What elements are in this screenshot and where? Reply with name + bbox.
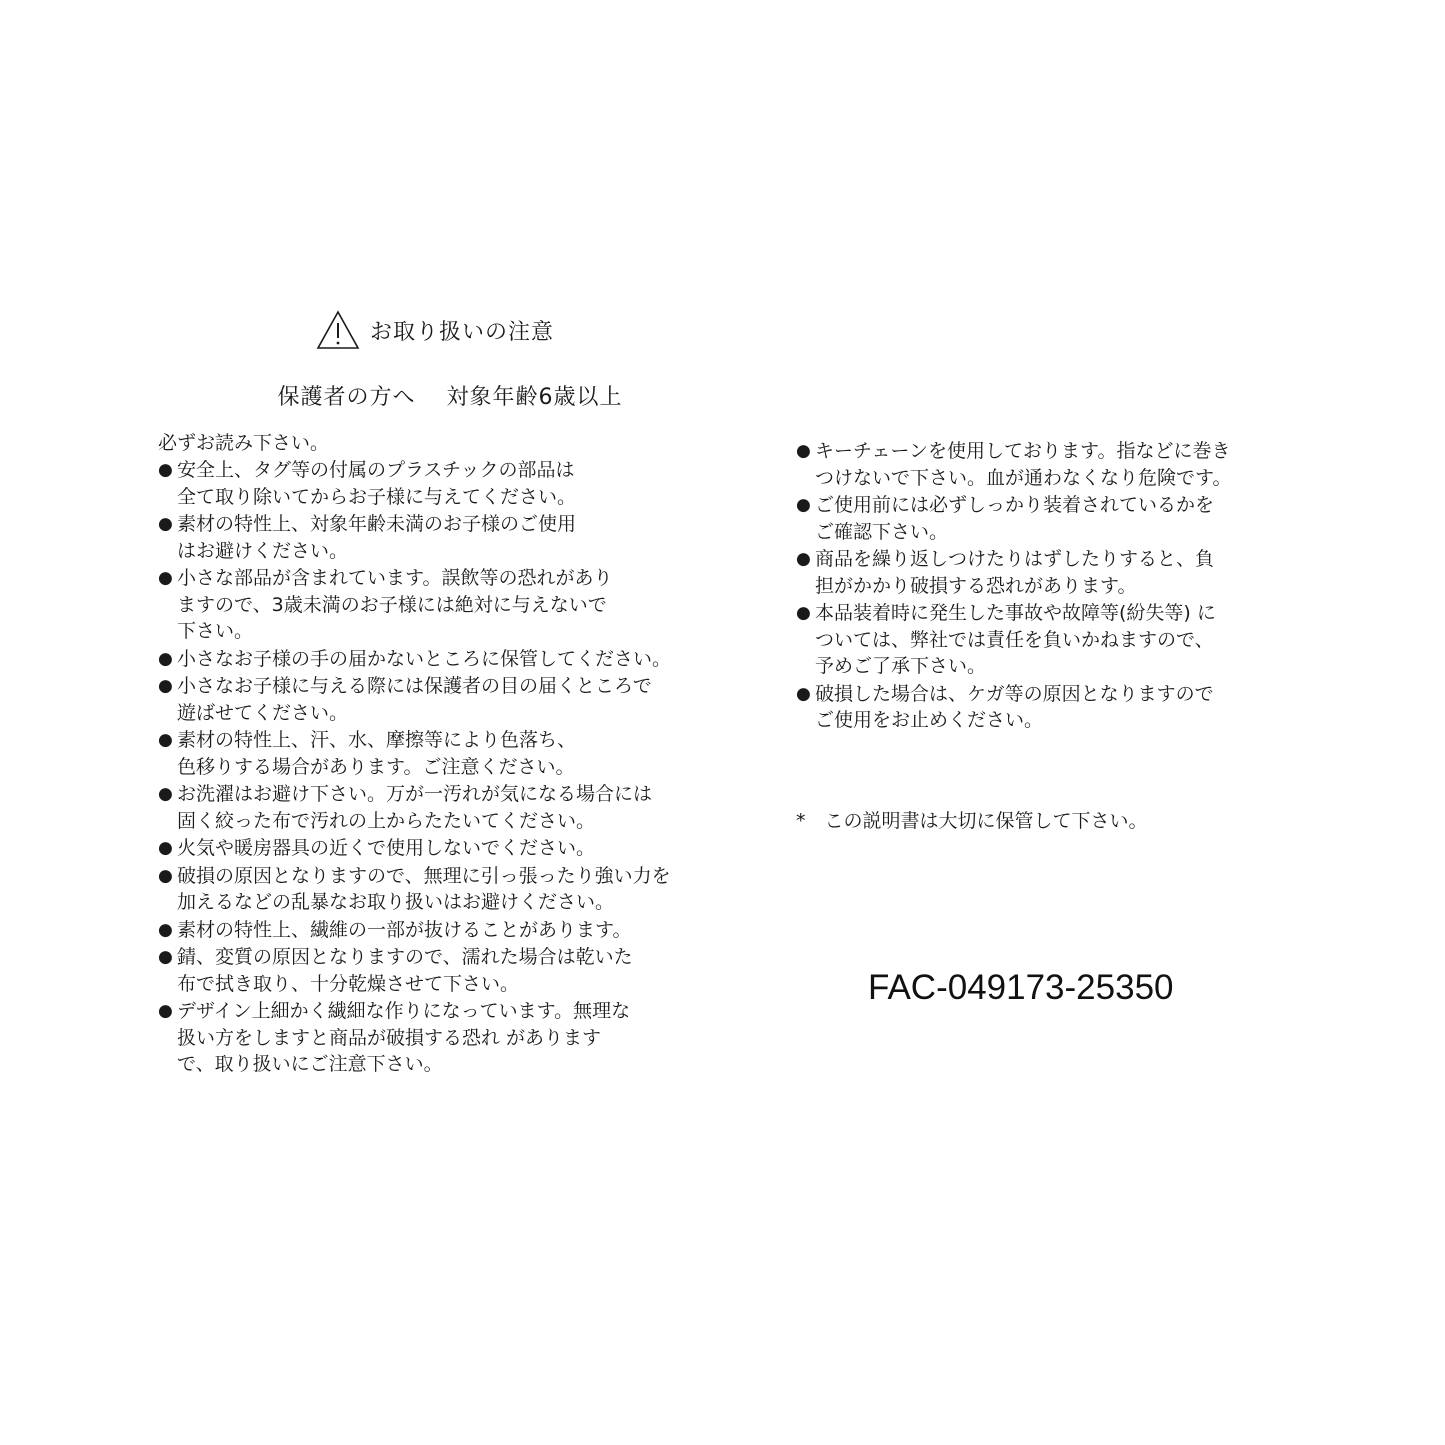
caution-item-text: 素材の特性上、繊維の一部が抜けることがあります。 xyxy=(177,918,632,941)
caution-item xyxy=(158,457,718,510)
bullet-icon: ● xyxy=(158,514,173,534)
bullet-icon: ● xyxy=(158,648,173,669)
bullet-icon: ● xyxy=(796,549,811,569)
caution-item-text: 破損の原因となりますので、無理に引っ張ったり強い力を 加えるなどの乱暴なお取り扱いはお避けください。 xyxy=(177,864,671,913)
title-row xyxy=(0,310,900,350)
bullet-icon: ● xyxy=(796,683,811,704)
caution-item-text: 破損した場合は、ケガ等の原因となりますので ご使用をお止めください。 xyxy=(815,682,1214,731)
bullet-icon: ● xyxy=(158,865,173,886)
caution-item xyxy=(158,998,718,1078)
caution-item xyxy=(158,917,718,944)
caution-item-text: 小さなお子様の手の届かないところに保管してください。 xyxy=(177,647,672,670)
bullet-icon: ● xyxy=(796,441,811,461)
caution-item-text: ご使用前には必ずしっかり装着されているかを ご確認下さい。 xyxy=(815,494,1215,543)
caution-item xyxy=(796,681,1356,734)
caution-item xyxy=(158,944,718,997)
caution-item xyxy=(158,781,718,834)
storage-note: * この説明書は大切に保管して下さい。 xyxy=(796,810,1148,832)
caution-item-text: 火気や暖房器具の近くで使用しないでください。 xyxy=(177,837,596,859)
left-column xyxy=(158,430,718,1079)
product-code: FAC-049173-25350 xyxy=(868,968,1174,1007)
caution-item-text: デザイン上細かく繊細な作りになっています。無理な 扱い方をしますと商品が破損する恐れ があります で、取り扱いにご注意下さい。 xyxy=(177,1000,631,1075)
page-title: お取り扱いの注意 xyxy=(369,319,554,345)
caution-item-text: 小さなお子様に与える際には保護者の目の届くところで 遊ばせてください。 xyxy=(177,675,652,724)
intro-text: 必ずお読み下さい。 xyxy=(158,432,330,454)
bullet-icon: ● xyxy=(158,460,173,480)
caution-item xyxy=(158,727,718,780)
caution-item-text: 商品を繰り返しつけたりはずしたりすると、負 担がかかり破損する恐れがあります。 xyxy=(815,548,1215,597)
page-subtitle: 保護者の方へ 対象年齢6歳以上 xyxy=(277,385,623,410)
caution-item-text: 安全上、タグ等の付属のプラスチックの部品は 全て取り除いてからお子様に与えてください。 xyxy=(177,459,577,508)
bullet-icon: ● xyxy=(158,838,173,858)
bullet-icon: ● xyxy=(158,919,173,940)
caution-item xyxy=(158,511,718,564)
caution-item xyxy=(158,863,718,916)
caution-item-text: 素材の特性上、対象年齢未満のお子様のご使用 はお避けください。 xyxy=(177,513,577,562)
bullet-icon: ● xyxy=(158,947,173,967)
bullet-icon: ● xyxy=(796,495,811,515)
caution-item xyxy=(158,565,718,645)
caution-item-text: お洗濯はお避け下さい。万が一汚れが気になる場合には 固く絞った布で汚れの上からたたいてください。 xyxy=(177,783,653,832)
bullet-icon: ● xyxy=(158,1001,173,1021)
caution-item xyxy=(158,835,718,862)
caution-item xyxy=(796,546,1356,599)
bullet-icon: ● xyxy=(158,676,173,696)
bullet-icon: ● xyxy=(796,603,811,623)
bullet-icon: ● xyxy=(158,784,173,804)
left-item-list xyxy=(158,457,718,1078)
caution-item xyxy=(796,492,1356,545)
caution-item-text: 本品装着時に発生した事故や故障等(紛失等) に ついては、弊社では責任を負いかねますので、 予めご了承下さい。 xyxy=(815,602,1216,677)
bullet-icon: ● xyxy=(158,568,173,588)
bullet-icon: ● xyxy=(158,730,173,750)
caution-item-text: キーチェーンを使用しております。指などに巻き つけないで下さい。血が通わなくなり危険です。 xyxy=(815,440,1232,489)
caution-item xyxy=(158,646,718,673)
right-item-list xyxy=(796,438,1356,734)
caution-item xyxy=(796,600,1356,680)
warning-triangle-icon xyxy=(316,310,360,350)
caution-item-text: 錆、変質の原因となりますので、濡れた場合は乾いた 布で拭き取り、十分乾燥させて下さい。 xyxy=(177,946,633,995)
caution-item-text: 素材の特性上、汗、水、摩擦等により色落ち、 色移りする場合があります。ご注意ください。 xyxy=(177,729,577,778)
caution-item-text: 小さな部品が含まれています。誤飲等の恐れがあり ますので、3歳未満のお子様には絶対に与えないで 下さい。 xyxy=(177,567,613,642)
right-column xyxy=(796,438,1356,735)
caution-item xyxy=(158,673,718,726)
caution-item xyxy=(796,438,1356,491)
